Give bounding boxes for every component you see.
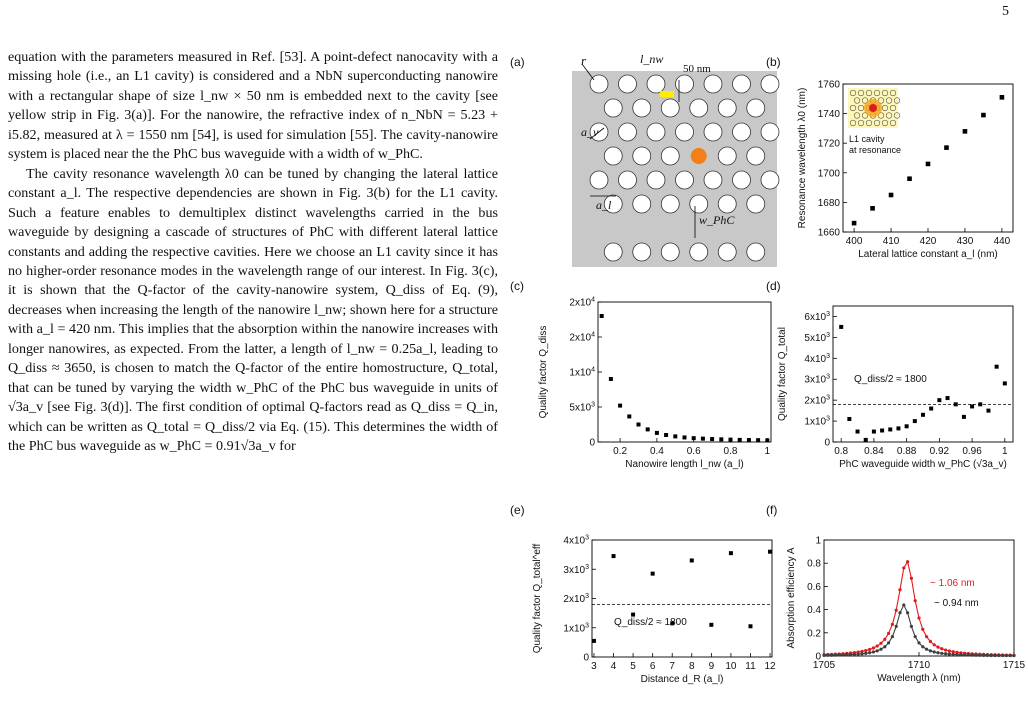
air-hole	[604, 99, 622, 117]
data-point	[962, 415, 966, 419]
data-point	[986, 409, 990, 413]
x-tick-label: 10	[725, 661, 737, 672]
x-tick-label: 440	[993, 236, 1011, 247]
series-marker	[887, 632, 890, 635]
data-point	[683, 435, 687, 439]
series-marker	[898, 588, 901, 591]
series-marker	[895, 609, 898, 612]
air-hole	[619, 75, 637, 93]
tick-label: $4x10^3$	[563, 534, 589, 547]
data-point	[612, 554, 616, 558]
air-hole	[661, 99, 679, 117]
x-tick-label: 0.96	[962, 446, 982, 457]
data-point	[1003, 381, 1007, 385]
inset-mode-core	[869, 104, 877, 112]
series-marker	[906, 611, 909, 614]
air-hole	[633, 195, 651, 213]
label-r: r	[581, 53, 587, 68]
x-tick-label: 400	[845, 236, 863, 247]
series-marker	[982, 654, 985, 657]
series-marker	[879, 642, 882, 645]
x-tick-label: 0.84	[864, 446, 884, 457]
tick-label: 1720	[817, 138, 840, 150]
data-point	[888, 427, 892, 431]
x-tick-label: 0.6	[686, 446, 701, 457]
x-tick-label: 430	[956, 236, 974, 247]
tick-label: $1x10^4$	[569, 366, 595, 379]
tick-label: $3x10^3$	[563, 563, 589, 576]
panel-f	[786, 536, 1026, 685]
data-point	[673, 434, 677, 438]
data-point	[889, 193, 894, 198]
tick-label: 1760	[817, 79, 840, 91]
data-point	[709, 623, 713, 627]
data-point	[913, 419, 917, 423]
air-hole	[676, 75, 694, 93]
inset-caption-1: L1 cavity	[849, 134, 885, 144]
series-marker	[993, 654, 996, 657]
data-point	[1000, 95, 1005, 100]
annotation-fwhm-gray: ~ 0.94 nm	[934, 598, 979, 609]
x-tick-label: 7	[669, 661, 675, 672]
data-point	[627, 414, 631, 418]
tick-label: $2x10^4$	[569, 296, 595, 309]
series-marker	[921, 645, 924, 648]
air-hole	[761, 123, 779, 141]
series-marker	[902, 603, 905, 606]
tick-label: 0.6	[807, 581, 821, 593]
air-hole	[647, 123, 665, 141]
data-point	[747, 438, 751, 442]
tick-label: $2x10^3$	[804, 394, 830, 407]
data-point	[852, 221, 857, 226]
series-marker	[834, 654, 837, 657]
data-point	[864, 438, 868, 442]
air-hole	[690, 99, 708, 117]
air-hole	[661, 195, 679, 213]
air-hole	[619, 171, 637, 189]
air-hole	[747, 195, 765, 213]
series-marker	[830, 654, 833, 657]
tick-label: $5x10^3$	[569, 401, 595, 414]
label-50nm: 50 nm	[683, 63, 711, 75]
tick-label: $4x10^3$	[804, 352, 830, 365]
data-point	[995, 365, 999, 369]
series-marker	[997, 654, 1000, 657]
air-hole	[704, 123, 722, 141]
air-hole	[718, 147, 736, 165]
data-point	[929, 407, 933, 411]
series-marker	[822, 654, 825, 657]
series-marker	[952, 653, 955, 656]
series-marker	[978, 654, 981, 657]
series-marker	[868, 651, 871, 654]
series-marker	[971, 654, 974, 657]
panel-e	[532, 535, 776, 686]
series-marker	[940, 652, 943, 655]
air-hole	[718, 243, 736, 261]
panel-e-label: (e)	[510, 503, 525, 517]
x-tick-label: 12	[764, 661, 776, 672]
series-marker	[876, 644, 879, 647]
series-marker	[883, 638, 886, 641]
series-marker	[948, 653, 951, 656]
x-tick-label: 1	[764, 446, 771, 457]
series-gray-line	[824, 605, 1014, 656]
series-marker	[891, 623, 894, 626]
series-marker	[921, 628, 924, 631]
series-marker	[944, 652, 947, 655]
air-hole	[733, 123, 751, 141]
data-point	[921, 413, 925, 417]
air-hole	[619, 123, 637, 141]
data-point	[756, 438, 760, 442]
data-point	[765, 438, 769, 442]
air-hole	[747, 99, 765, 117]
x-tick-label: 420	[919, 236, 937, 247]
air-hole	[604, 147, 622, 165]
tick-label: $5x10^3$	[804, 331, 830, 344]
data-point	[872, 430, 876, 434]
annotation-qdiss: Q_diss/2 ≈ 1800	[854, 374, 927, 385]
air-hole	[761, 171, 779, 189]
x-tick-label: 0.4	[649, 446, 664, 457]
data-point	[970, 404, 974, 408]
series-marker	[910, 577, 913, 580]
tick-label: 1	[815, 535, 821, 547]
tick-label: 0.2	[807, 628, 821, 640]
data-point	[609, 377, 613, 381]
series-marker	[936, 651, 939, 654]
air-hole	[661, 147, 679, 165]
air-hole	[661, 243, 679, 261]
series-marker	[879, 648, 882, 651]
tick-label: 0	[824, 437, 830, 449]
data-point	[954, 402, 958, 406]
series-marker	[857, 653, 860, 656]
air-hole	[718, 99, 736, 117]
series-marker	[955, 653, 958, 656]
tick-label: $3x10^3$	[804, 373, 830, 386]
inset-caption-2: at resonance	[849, 145, 902, 155]
series-marker	[841, 653, 844, 656]
tick-label: 0.8	[807, 558, 821, 570]
data-point	[701, 437, 705, 441]
series-marker	[902, 566, 905, 569]
air-hole	[704, 171, 722, 189]
x-tick-label: 8	[689, 661, 695, 672]
series-marker	[925, 635, 928, 638]
series-marker	[872, 650, 875, 653]
series-marker	[860, 652, 863, 655]
panel-d-label: (d)	[766, 279, 781, 293]
series-marker	[917, 616, 920, 619]
series-marker	[967, 653, 970, 656]
air-hole	[633, 243, 651, 261]
series-marker	[849, 653, 852, 656]
air-hole	[647, 171, 665, 189]
data-point	[710, 437, 714, 441]
tick-label: 0	[815, 651, 821, 663]
data-point	[880, 428, 884, 432]
x-tick-label: 0.88	[896, 446, 917, 457]
data-point	[748, 624, 752, 628]
tick-label: $2x10^3$	[563, 593, 589, 605]
x-tick-label: 0.8	[834, 446, 849, 457]
data-point	[944, 145, 949, 150]
y-axis-label: Resonance wavelength λ0 (nm)	[797, 87, 808, 229]
data-point	[839, 325, 843, 329]
data-point	[631, 613, 635, 617]
plot-frame	[592, 540, 772, 657]
panel-f-label: (f)	[766, 503, 778, 517]
tick-label: 0.4	[807, 605, 821, 617]
series-marker	[933, 643, 936, 646]
series-marker	[940, 647, 943, 650]
x-tick-label: 9	[708, 661, 715, 672]
air-hole	[676, 171, 694, 189]
tick-label: 1680	[817, 197, 840, 209]
air-hole	[733, 75, 751, 93]
series-marker	[898, 611, 901, 614]
air-hole	[676, 123, 694, 141]
tick-label: 1700	[817, 168, 840, 180]
y-axis-label: Quality factor Q_total^eff	[532, 543, 543, 654]
series-marker	[853, 653, 856, 656]
air-hole	[633, 147, 651, 165]
data-point	[978, 402, 982, 406]
panel-b-label: (b)	[766, 55, 781, 69]
data-point	[664, 433, 668, 437]
air-hole	[761, 75, 779, 93]
air-hole	[704, 75, 722, 93]
series-marker	[936, 646, 939, 649]
data-point	[729, 551, 733, 555]
air-hole	[647, 75, 665, 93]
x-tick-label: 1	[1002, 446, 1008, 457]
tick-label: 0	[583, 652, 589, 664]
series-marker	[868, 648, 871, 651]
series-marker	[929, 649, 932, 652]
data-point	[690, 558, 694, 562]
series-marker	[914, 599, 917, 602]
data-point	[600, 314, 604, 318]
paragraph-1: equation with the parameters measured in Ref. [53]. A point-defect nanocavity with a missing hole (i.e., an L1 cavity) is considered and a NbN superconducting nanowire with a rectangular shape of size l_nw × 50 nm is embedded next to the cavity [see yellow strip in Fig. 3(a)]. For the nanowire, the refractive index of n_NbN = 5.23 + i5.82, measured at λ = 1550 nm [54], is used for simulation [55]. The cavity-nanowire system is placed near the the PhC bus waveguide with a width of w_PhC.	[8, 49, 498, 163]
data-point	[847, 417, 851, 421]
series-marker	[895, 625, 898, 628]
series-marker	[963, 653, 966, 656]
annotation-qdiss: Q_diss/2 ≈ 1800	[614, 617, 687, 628]
series-marker	[864, 649, 867, 652]
air-hole	[604, 243, 622, 261]
air-hole	[590, 171, 608, 189]
x-tick-label: 4	[610, 661, 617, 672]
x-tick-label: 6	[649, 661, 656, 672]
series-marker	[845, 653, 848, 656]
series-marker	[974, 654, 977, 657]
y-axis-label: Absorption efficiency A	[786, 547, 797, 649]
x-tick-label: 0.92	[929, 446, 950, 457]
plot-frame	[824, 540, 1014, 656]
series-marker	[891, 635, 894, 638]
series-marker	[1009, 654, 1012, 657]
x-tick-label: 5	[630, 661, 636, 672]
data-point	[937, 398, 941, 402]
air-hole	[747, 147, 765, 165]
data-point	[907, 176, 912, 181]
data-point	[946, 396, 950, 400]
x-tick-label: 3	[591, 661, 597, 672]
series-marker	[1012, 654, 1015, 657]
tick-label: 1740	[817, 109, 840, 121]
plot-frame	[598, 302, 771, 442]
series-marker	[887, 641, 890, 644]
data-point	[738, 438, 742, 442]
data-point	[896, 426, 900, 430]
x-tick-label: 11	[745, 661, 756, 672]
panel-a-label: (a)	[510, 55, 525, 69]
tick-label: $1x10^3$	[563, 622, 589, 635]
series-red-line	[824, 562, 1014, 655]
series-marker	[933, 650, 936, 653]
x-tick-label: 0.8	[723, 446, 738, 457]
air-hole	[633, 99, 651, 117]
data-point	[729, 438, 733, 442]
series-marker	[1001, 654, 1004, 657]
data-point	[651, 572, 655, 576]
data-point	[963, 129, 968, 134]
series-marker	[1005, 654, 1008, 657]
air-hole	[690, 243, 708, 261]
tick-label: $6x10^3$	[804, 310, 830, 323]
tick-label: $1x10^3$	[804, 415, 830, 428]
x-axis-label: PhC waveguide width w_PhC (√3a_v)	[839, 459, 1007, 470]
series-marker	[914, 635, 917, 638]
data-point	[856, 430, 860, 434]
series-marker	[883, 645, 886, 648]
data-point	[719, 437, 723, 441]
series-marker	[990, 654, 993, 657]
series-marker	[872, 646, 875, 649]
data-point	[692, 436, 696, 440]
x-tick-label: 0.2	[613, 446, 628, 457]
cavity-mode-dot	[691, 148, 707, 164]
data-point	[926, 162, 931, 167]
data-point	[646, 427, 650, 431]
label-al: a_l	[596, 198, 612, 212]
series-marker	[925, 648, 928, 651]
y-axis-label: Quality factor Q_diss	[538, 325, 549, 419]
nanowire-strip	[660, 91, 674, 97]
air-hole	[718, 195, 736, 213]
x-tick-label: 1705	[812, 660, 836, 671]
panel-a	[510, 52, 779, 267]
series-marker	[944, 648, 947, 651]
data-point	[618, 404, 622, 408]
label-av: a_v	[581, 125, 599, 139]
air-hole	[690, 195, 708, 213]
x-tick-label: 1710	[907, 660, 931, 671]
series-marker	[959, 653, 962, 656]
x-axis-label: Lateral lattice constant a_l (nm)	[858, 249, 998, 260]
series-marker	[864, 652, 867, 655]
data-point	[981, 113, 986, 118]
label-wphc: w_PhC	[699, 213, 735, 227]
x-tick-label: 1715	[1002, 660, 1026, 671]
air-hole	[747, 243, 765, 261]
series-marker	[876, 649, 879, 652]
series-marker	[910, 625, 913, 628]
data-point	[592, 639, 596, 643]
panel-b	[797, 80, 1013, 261]
x-axis-label: Wavelength λ (nm)	[877, 673, 961, 684]
x-axis-label: Distance d_R (a_l)	[640, 674, 724, 685]
series-marker	[929, 640, 932, 643]
data-point	[768, 550, 772, 554]
y-axis-label: Quality factor Q_total	[777, 327, 788, 421]
data-point	[905, 424, 909, 428]
x-axis-label: Nanowire length l_nw (a_l)	[625, 459, 744, 470]
x-tick-label: 410	[882, 236, 900, 247]
annotation-fwhm-red: ~ 1.06 nm	[930, 578, 975, 589]
panel-d	[777, 306, 1013, 470]
series-marker	[917, 641, 920, 644]
paragraph-2: The cavity resonance wavelength λ0 can be tuned by changing the lateral lattice constant a_l. The respective dependencies are shown in Fig. 3(b) for the L1 cavity. Such a feature enables to demultiplex distinct wavelengths carried in the bus waveguide by designing a cascade of structures of PhC with different lateral lattice constants and adding the respective cavities. Here we choose an L1 cavity since it has no higher-order resonance modes in the wavelength range of our interest. In Fig. 3(c), it is shown that the Q-factor of the cavity-nanowire system, Q_diss of Eq. (9), decreases when increasing the length of the nanowire l_nw; shown here for a structure with a_l = 420 nm. This implies that the absorption within the nanowire increases with longer nanowires, as expected. From the latter, a length of l_nw = 0.25a_l, leading to Q_diss ≈ 3650, is chosen to match the Q-factor of the entire homostructure, Q_total, that can be tuned by varying the width w_PhC of the PhC bus waveguide in units of √3a_v [see Fig. 3(d)]. The first condition of optimal Q-factors read as Q_diss = Q_in, which can be written as Q_total = Q_diss/2 via Eq. (15). This determines the width of the PhC bus waveguide as w_PhC = 0.91√3a_v for	[8, 165, 498, 455]
series-marker	[948, 649, 951, 652]
series-marker	[826, 654, 829, 657]
air-hole	[733, 171, 751, 189]
tick-label: $2x10^4$	[569, 331, 595, 344]
panel-c-label: (c)	[510, 279, 524, 293]
tick-label: 0	[589, 437, 595, 449]
data-point	[655, 431, 659, 435]
panel-c	[538, 297, 771, 471]
tick-label: 1660	[817, 227, 840, 239]
label-lnw: l_nw	[640, 52, 664, 66]
page-number: 5	[1002, 4, 1009, 19]
data-point	[870, 206, 875, 211]
series-marker	[986, 654, 989, 657]
series-marker	[838, 653, 841, 656]
data-point	[636, 423, 640, 427]
series-marker	[906, 560, 909, 563]
